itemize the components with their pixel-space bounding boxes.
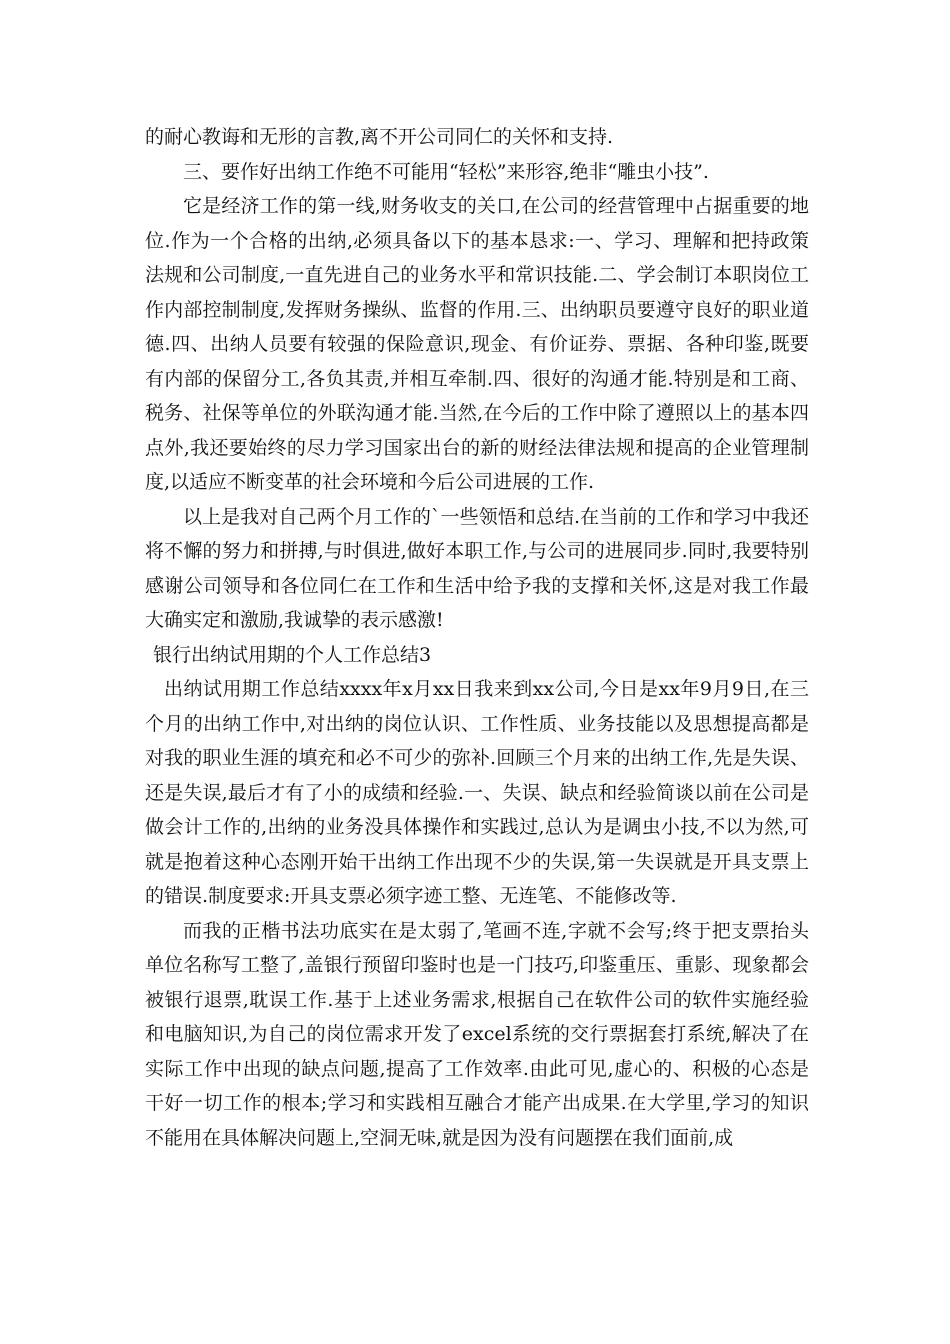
paragraph-handwriting: 而我的正楷书法功底实在是太弱了,笔画不连,字就不会写;终于把支票抬头单位名称写工整了,盖银行预留印鉴时也是一门技巧,印鉴重压、重影、现象都会被银行退票,耽误工作.基于上述业务需求,根据自己在软件公司的软件实施经验和电脑知识,为自己的岗位需求开发了excel系统的交行票据套打系统,解决了在实际工作中出现的缺点问题,提高了工作效率.由此可见,虚心的、积极的心态是干好一切工作的根本;学习和实践相互融合才能产出成果.在大学里,学习的知识不能用在具体解决问题上,空洞无味,就是因为没有问题摆在我们面前,成 xyxy=(145,919,809,1149)
section-heading: 银行出纳试用期的个人工作总结3 xyxy=(153,643,432,666)
paragraph-section-three: 三、要作好出纳工作绝不可能用“轻松”来形容,绝非“雕虫小技”. xyxy=(183,160,709,183)
paragraph-continuation: 的耐心教诲和无形的言教,离不开公司同仁的关怀和支持. xyxy=(145,126,614,148)
paragraph-requirements: 它是经济工作的第一线,财务收支的关口,在公司的经营管理中占据重要的地位.作为一个合格的出纳,必须具备以下的基本恳求:一、学习、理解和把持政策法规和公司制度,一直先进自己的业务水平和常识技能.二、学会制订本职岗位工作内部控制制度,发挥财务操纵、监督的作用.三、出纳职员要遵守良好的职业道德.四、出纳人员要有较强的保险意识,现金、有价证券、票据、各种印鉴,既要有内部的保留分工,各负其责,并相互牵制.四、很好的沟通才能.特别是和工商、税务、社保等单位的外联沟通才能.当然,在今后的工作中除了遵照以上的基本四点外,我还要始终的尽力学习国家出台的新的财经法律法规和提高的企业管理制度,以适应不断变革的社会环境和今后公司进展的工作. xyxy=(145,195,809,493)
paragraph-summary-intro: 出纳试用期工作总结xxxx年x月xx日我来到xx公司,今日是xx年9月9日,在三个月的出纳工作中,对出纳的岗位认识、工作性质、业务技能以及思想提高都是对我的职业生涯的填充和必不可少的弥补.回顾三个月来的出纳工作,先是失误、还是失误,最后才有了小的成绩和经验.一、失误、缺点和经验简谈以前在公司是做会计工作的,出纳的业务没具体操作和实践过,总认为是调虫小技,不以为然,可就是抱着这种心态刚开始干出纳工作出现不少的失误,第一失误就是开具支票上的错误.制度要求:开具支票必须字迹工整、无连笔、不能修改等. xyxy=(145,678,809,907)
document-body xyxy=(145,120,809,1155)
paragraph-conclusion: 以上是我对自己两个月工作的`一些领悟和总结.在当前的工作和学习中我还将不懈的努力和拼搏,与时俱进,做好本职工作,与公司的进展同步.同时,我要特别感谢公司领导和各位同仁在工作和生活中给予我的支撑和关怀,这是对我工作最大确实定和激励,我诚挚的表示感激! xyxy=(145,505,809,631)
